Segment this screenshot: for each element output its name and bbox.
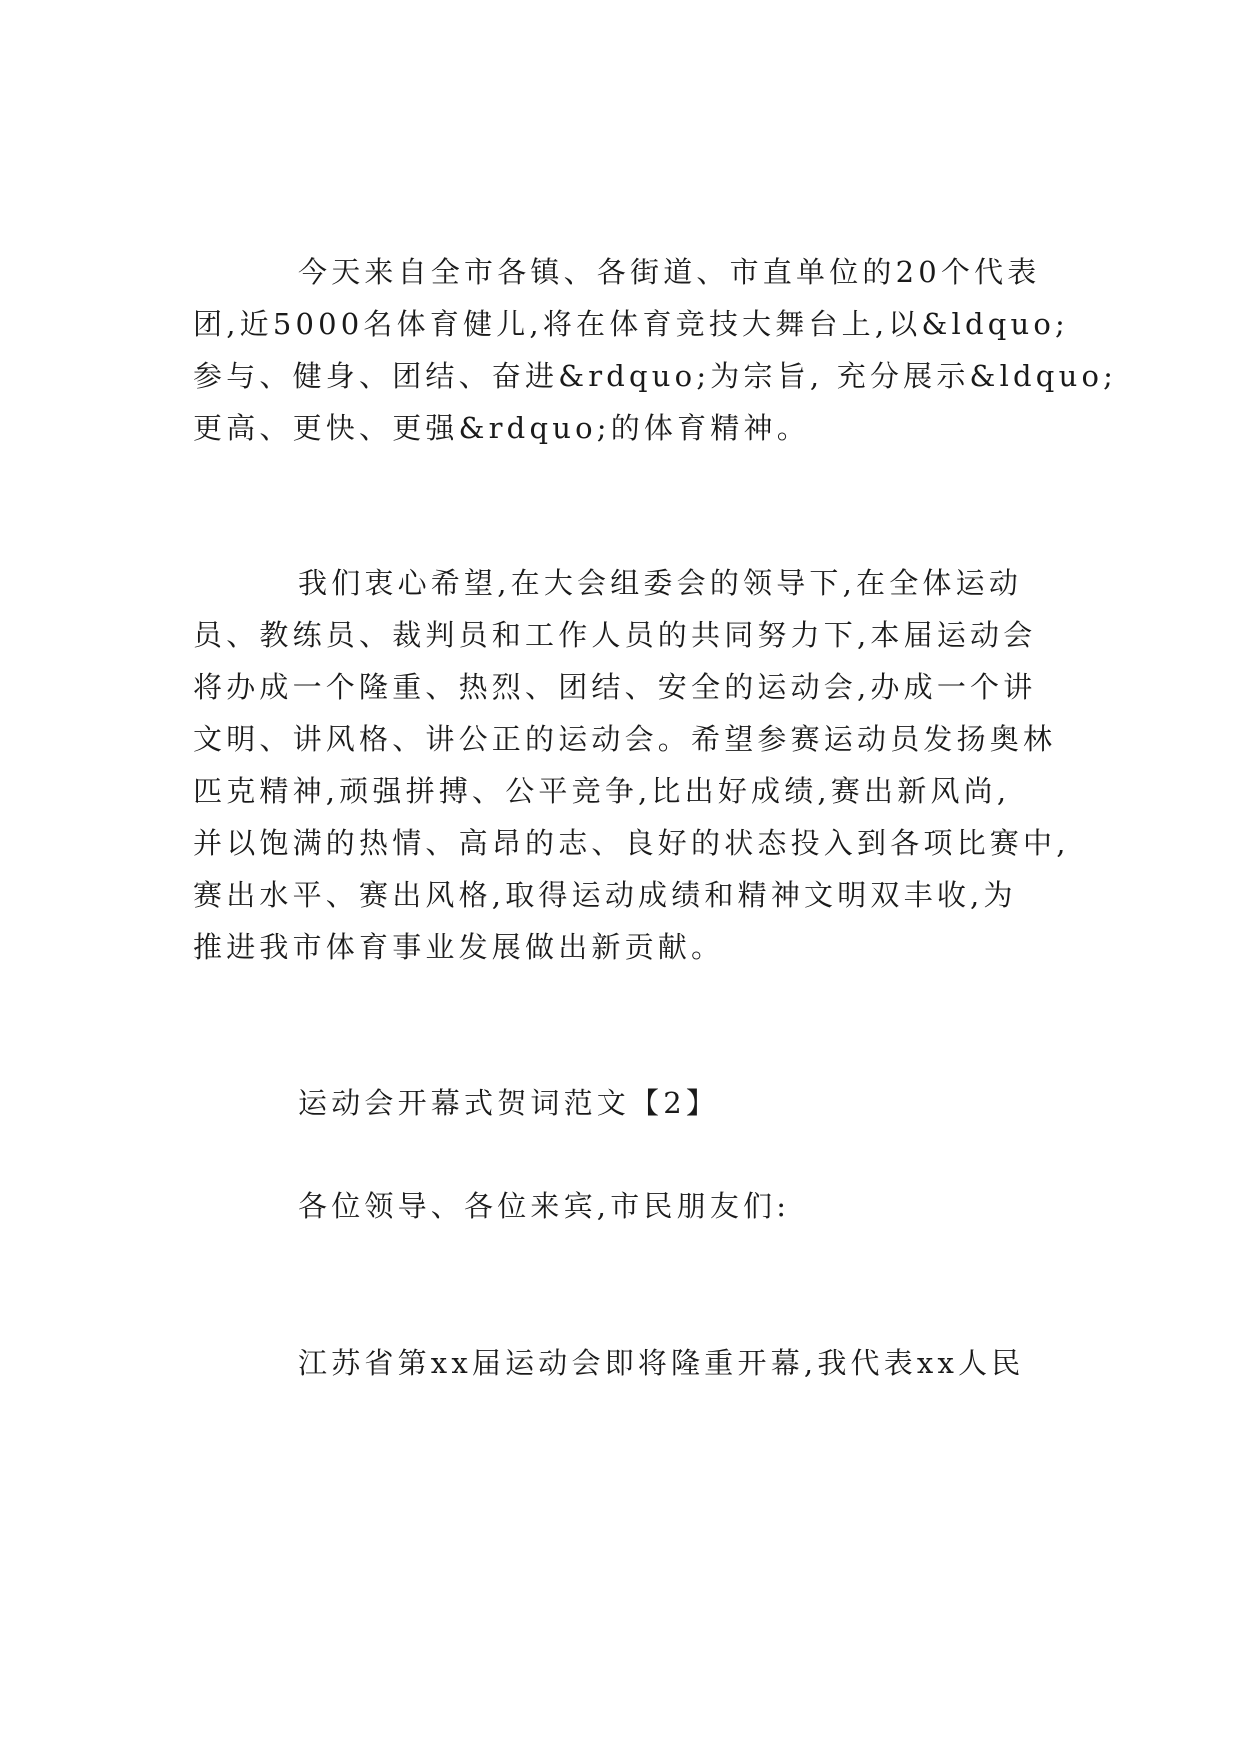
paragraph-2-line-6: 并以饱满的热情、高昂的志、良好的状态投入到各项比赛中, — [193, 826, 1070, 860]
paragraph-2-line-8: 推进我市体育事业发展做出新贡献。 — [193, 930, 725, 964]
paragraph-2-line-7: 赛出水平、赛出风格,取得运动成绩和精神文明双丰收,为 — [193, 878, 1017, 912]
paragraph-2-line-2: 员、教练员、裁判员和工作人员的共同努力下,本届运动会 — [193, 618, 1037, 652]
paragraph-1-line-2: 团,近5000名体育健儿,将在体育竞技大舞台上,以&ldquo; — [193, 307, 1069, 341]
paragraph-2-line-1: 我们衷心希望,在大会组委会的领导下,在全体运动 — [298, 566, 1023, 600]
greeting: 各位领导、各位来宾,市民朋友们: — [298, 1189, 791, 1223]
paragraph-3-line-1: 江苏省第xx届运动会即将隆重开幕,我代表xx人民 — [298, 1346, 1025, 1380]
paragraph-1-line-3: 参与、健身、团结、奋进&rdquo;为宗旨, 充分展示&ldquo; — [193, 359, 1118, 393]
paragraph-2-line-4: 文明、讲风格、讲公正的运动会。希望参赛运动员发扬奥林 — [193, 722, 1057, 756]
paragraph-1-line-4: 更高、更快、更强&rdquo;的体育精神。 — [193, 411, 810, 445]
paragraph-2-line-3: 将办成一个隆重、热烈、团结、安全的运动会,办成一个讲 — [193, 670, 1037, 704]
section-title: 运动会开幕式贺词范文【2】 — [298, 1086, 720, 1120]
paragraph-2-line-5: 匹克精神,顽强拼搏、公平竞争,比出好成绩,赛出新风尚, — [193, 774, 1011, 808]
paragraph-1-line-1: 今天来自全市各镇、各街道、市直单位的20个代表 — [298, 255, 1041, 289]
